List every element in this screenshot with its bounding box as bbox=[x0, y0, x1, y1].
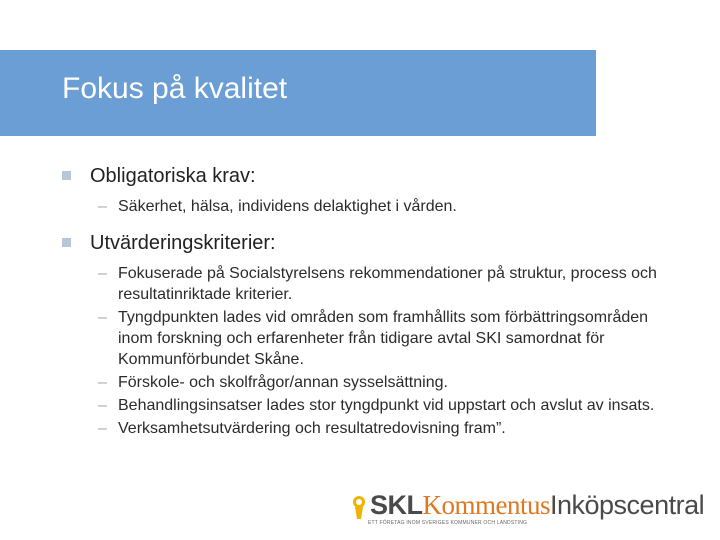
dash-bullet-icon: – bbox=[98, 198, 107, 215]
logo-wordmark bbox=[370, 490, 704, 520]
sub-item-text: Tyngdpunkten lades vid områden som framhållits som förbättringsområden inom forskning och erfarenheter från tidigare avtal SKI samordnat för Kommunförbundet Skåne. bbox=[118, 309, 649, 368]
sub-item-text: Fokuserade på Socialstyrelsens rekommendationer på struktur, process och resultatinriktade kriterier. bbox=[118, 265, 657, 303]
sub-item bbox=[60, 263, 680, 305]
logo-kommentus: Kommentus bbox=[422, 490, 550, 520]
sub-item bbox=[60, 418, 680, 439]
sub-item bbox=[60, 395, 680, 416]
sub-item-text: Behandlingsinsatser lades stor tyngdpunkt vid uppstart och avslut av insats. bbox=[118, 397, 655, 414]
sub-item bbox=[60, 307, 680, 370]
logo-tagline: ETT FÖRETAG INOM SVERIGES KOMMUNER OCH LANDSTING bbox=[368, 520, 528, 526]
slide-content bbox=[60, 162, 680, 451]
dash-bullet-icon: – bbox=[98, 265, 107, 282]
title-bar bbox=[0, 50, 596, 136]
slide-title: Fokus på kvalitet bbox=[62, 72, 288, 105]
dash-bullet-icon: – bbox=[98, 420, 107, 437]
sub-list bbox=[60, 263, 680, 439]
sub-item bbox=[60, 196, 680, 217]
bullet-heading: Obligatoriska krav: bbox=[90, 165, 256, 187]
sub-item-text: Säkerhet, hälsa, individens delaktighet i vården. bbox=[118, 198, 457, 215]
bullet-obligatoriska-krav bbox=[60, 162, 680, 190]
dash-bullet-icon: – bbox=[98, 309, 107, 326]
skl-kommentus-logo bbox=[350, 490, 705, 532]
skl-logo-icon bbox=[350, 494, 372, 520]
square-bullet-icon bbox=[62, 238, 71, 247]
sub-item-text: Verksamhetsutvärdering och resultatredovisning fram”. bbox=[118, 420, 506, 437]
sub-list bbox=[60, 196, 680, 217]
logo-skl: SKL bbox=[370, 490, 423, 520]
dash-bullet-icon: – bbox=[98, 374, 107, 391]
bullet-utvarderingskriterier bbox=[60, 229, 680, 257]
dash-bullet-icon: – bbox=[98, 397, 107, 414]
sub-item bbox=[60, 372, 680, 393]
sub-item-text: Förskole- och skolfrågor/annan sysselsättning. bbox=[118, 374, 448, 391]
bullet-heading: Utvärderingskriterier: bbox=[90, 232, 276, 254]
square-bullet-icon bbox=[62, 171, 71, 180]
logo-inkopscentral: Inköpscentral bbox=[550, 490, 705, 520]
